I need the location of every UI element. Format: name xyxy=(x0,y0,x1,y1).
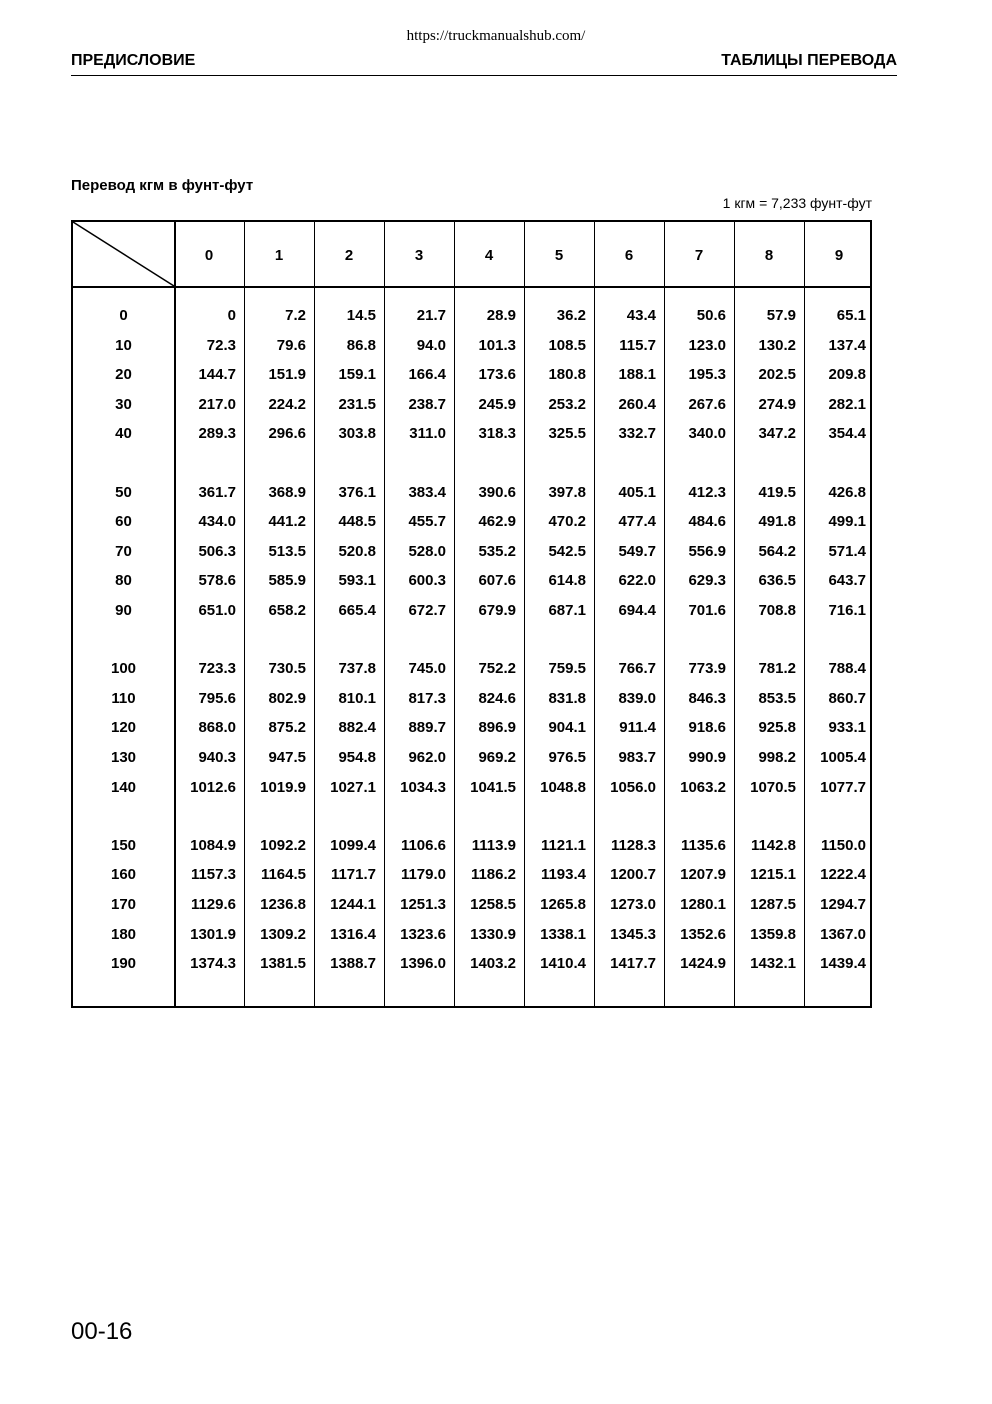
table-cell: 766.7 xyxy=(618,660,656,678)
row-header: 120 xyxy=(110,719,137,737)
table-cell: 1179.0 xyxy=(400,866,446,884)
table-cell: 1294.7 xyxy=(820,896,866,913)
table-cell: 875.2 xyxy=(268,719,306,737)
column-header: 3 xyxy=(414,247,424,264)
table-cell: 795.6 xyxy=(198,689,236,707)
table-cell: 419.5 xyxy=(758,483,796,501)
row-header: 40 xyxy=(115,425,132,443)
column-header: 2 xyxy=(344,247,354,264)
table-cell: 1005.4 xyxy=(820,749,866,766)
table-cell: 325.5 xyxy=(548,425,586,443)
table-cell: 1330.9 xyxy=(470,925,516,943)
table-cell: 752.2 xyxy=(478,660,516,678)
table-cell: 969.2 xyxy=(478,749,516,766)
table-cell: 1367.0 xyxy=(820,925,866,943)
table-cell: 593.1 xyxy=(338,572,376,590)
table-cell: 340.0 xyxy=(688,425,726,443)
table-cell: 1084.9 xyxy=(190,836,236,854)
table-cell: 1309.2 xyxy=(260,925,306,943)
table-cell: 1048.8 xyxy=(540,778,586,796)
row-header: 160 xyxy=(110,866,137,884)
column-header: 9 xyxy=(834,247,844,264)
table-cell: 665.4 xyxy=(338,602,376,619)
table-cell: 614.8 xyxy=(548,572,586,590)
row-header: 70 xyxy=(115,542,132,560)
table-cell: 1121.1 xyxy=(540,836,586,854)
table-cell: 1301.9 xyxy=(190,925,236,943)
table-cell: 1012.6 xyxy=(190,778,236,796)
table-cell: 499.1 xyxy=(828,513,866,531)
header-row-divider xyxy=(73,286,870,288)
table-cell: 238.7 xyxy=(408,395,446,413)
table-cell: 1215.1 xyxy=(750,866,796,884)
table-cell: 1099.4 xyxy=(330,836,376,854)
table-cell: 896.9 xyxy=(478,719,516,737)
table-cell: 1287.5 xyxy=(750,896,796,913)
table-cell: 1063.2 xyxy=(680,778,726,796)
table-cell: 701.6 xyxy=(688,602,726,619)
table-cell: 513.5 xyxy=(268,542,306,560)
table-cell: 94.0 xyxy=(416,336,446,354)
table-cell: 195.3 xyxy=(688,366,726,384)
column-header: 1 xyxy=(274,247,284,264)
table-cell: 976.5 xyxy=(548,749,586,766)
table-cell: 781.2 xyxy=(758,660,796,678)
table-cell: 846.3 xyxy=(688,689,726,707)
table-cell: 434.0 xyxy=(198,513,236,531)
row-header: 20 xyxy=(115,366,132,384)
table-cell: 1222.4 xyxy=(820,866,866,884)
table-cell: 506.3 xyxy=(198,542,236,560)
row-header: 140 xyxy=(110,778,137,796)
row-header: 170 xyxy=(110,896,137,913)
table-cell: 542.5 xyxy=(548,542,586,560)
table-cell: 86.8 xyxy=(346,336,376,354)
table-cell: 28.9 xyxy=(486,307,516,324)
table-cell: 412.3 xyxy=(688,483,726,501)
table-cell: 933.1 xyxy=(828,719,866,737)
table-cell: 0 xyxy=(227,307,236,324)
table-cell: 773.9 xyxy=(688,660,726,678)
table-cell: 918.6 xyxy=(688,719,726,737)
table-cell: 983.7 xyxy=(618,749,656,766)
table-cell: 585.9 xyxy=(268,572,306,590)
table-cell: 43.4 xyxy=(626,307,656,324)
table-cell: 839.0 xyxy=(618,689,656,707)
table-cell: 224.2 xyxy=(268,395,306,413)
table-cell: 578.6 xyxy=(198,572,236,590)
row-header: 0 xyxy=(119,307,128,324)
table-cell: 267.6 xyxy=(688,395,726,413)
conversion-factor: 1 кгм = 7,233 фунт-фут xyxy=(722,195,872,211)
table-cell: 159.1 xyxy=(338,366,376,384)
table-cell: 708.8 xyxy=(758,602,796,619)
table-cell: 1345.3 xyxy=(610,925,656,943)
table-cell: 962.0 xyxy=(408,749,446,766)
row-header: 100 xyxy=(110,660,137,678)
table-cell: 940.3 xyxy=(198,749,236,766)
table-cell: 426.8 xyxy=(828,483,866,501)
table-cell: 911.4 xyxy=(619,719,656,737)
source-url: https://truckmanualshub.com/ xyxy=(406,28,586,44)
table-cell: 1077.7 xyxy=(820,778,866,796)
table-cell: 470.2 xyxy=(548,513,586,531)
table-cell: 600.3 xyxy=(408,572,446,590)
table-cell: 860.7 xyxy=(828,689,866,707)
table-cell: 651.0 xyxy=(198,602,236,619)
table-cell: 831.8 xyxy=(548,689,586,707)
row-header: 180 xyxy=(110,925,137,943)
row-header: 10 xyxy=(115,336,132,354)
table-cell: 1374.3 xyxy=(190,955,236,973)
table-cell: 882.4 xyxy=(338,719,376,737)
table-cell: 1070.5 xyxy=(750,778,796,796)
header-divider xyxy=(71,75,897,76)
table-cell: 209.8 xyxy=(828,366,866,384)
table-cell: 1236.8 xyxy=(260,896,306,913)
table-cell: 1265.8 xyxy=(540,896,586,913)
table-cell: 549.7 xyxy=(618,542,656,560)
table-cell: 397.8 xyxy=(548,483,586,501)
table-cell: 1432.1 xyxy=(750,955,796,973)
chapter-name: ТАБЛИЦЫ ПЕРЕВОДА xyxy=(721,52,897,69)
row-header: 150 xyxy=(110,836,137,854)
table-cell: 1403.2 xyxy=(470,955,516,973)
table-cell: 1381.5 xyxy=(260,955,306,973)
table-cell: 376.1 xyxy=(338,483,376,501)
table-cell: 484.6 xyxy=(688,513,726,531)
table-cell: 1041.5 xyxy=(470,778,516,796)
column-header: 5 xyxy=(554,247,564,264)
table-cell: 520.8 xyxy=(338,542,376,560)
table-cell: 745.0 xyxy=(408,660,446,678)
table-cell: 79.6 xyxy=(276,336,306,354)
table-cell: 477.4 xyxy=(618,513,656,531)
table-cell: 1186.2 xyxy=(470,866,516,884)
table-cell: 1338.1 xyxy=(540,925,586,943)
table-cell: 231.5 xyxy=(338,395,376,413)
table-cell: 1106.6 xyxy=(400,836,446,854)
column-header: 6 xyxy=(624,247,634,264)
table-cell: 1150.0 xyxy=(820,836,866,854)
table-cell: 998.2 xyxy=(758,749,796,766)
table-cell: 296.6 xyxy=(268,425,306,443)
table-cell: 303.8 xyxy=(338,425,376,443)
table-cell: 528.0 xyxy=(408,542,446,560)
table-cell: 1092.2 xyxy=(260,836,306,854)
table-cell: 260.4 xyxy=(618,395,656,413)
table-cell: 990.9 xyxy=(688,749,726,766)
table-cell: 1193.4 xyxy=(540,866,586,884)
table-cell: 137.4 xyxy=(828,336,866,354)
table-cell: 1128.3 xyxy=(610,836,656,854)
table-cell: 65.1 xyxy=(836,307,866,324)
table-cell: 455.7 xyxy=(408,513,446,531)
table-cell: 383.4 xyxy=(408,483,446,501)
table-cell: 274.9 xyxy=(758,395,796,413)
table-cell: 318.3 xyxy=(478,425,516,443)
table-cell: 1280.1 xyxy=(680,896,726,913)
table-cell: 1027.1 xyxy=(330,778,376,796)
table-cell: 354.4 xyxy=(828,425,866,443)
table-cell: 368.9 xyxy=(268,483,306,501)
table-cell: 36.2 xyxy=(556,307,586,324)
table-cell: 1019.9 xyxy=(260,778,306,796)
table-cell: 282.1 xyxy=(828,395,866,413)
table-cell: 1034.3 xyxy=(400,778,446,796)
table-cell: 1200.7 xyxy=(610,866,656,884)
table-cell: 1164.5 xyxy=(260,866,306,884)
conversion-table xyxy=(71,220,872,1008)
table-cell: 289.3 xyxy=(198,425,236,443)
table-cell: 716.1 xyxy=(828,602,866,619)
column-header: 4 xyxy=(484,247,494,264)
table-cell: 405.1 xyxy=(618,483,656,501)
table-cell: 817.3 xyxy=(408,689,446,707)
table-cell: 824.6 xyxy=(478,689,516,707)
section-name: ПРЕДИСЛОВИЕ xyxy=(71,52,196,69)
page-number: 00-16 xyxy=(71,1318,133,1345)
table-cell: 629.3 xyxy=(688,572,726,590)
table-cell: 361.7 xyxy=(198,483,236,501)
table-cell: 1244.1 xyxy=(330,896,376,913)
table-cell: 1273.0 xyxy=(610,896,656,913)
row-header: 60 xyxy=(115,513,132,531)
table-cell: 904.1 xyxy=(548,719,586,737)
corner-diagonal xyxy=(73,222,174,286)
table-cell: 1439.4 xyxy=(820,955,866,973)
row-header: 110 xyxy=(111,689,136,707)
table-cell: 1417.7 xyxy=(610,955,656,973)
table-cell: 166.4 xyxy=(408,366,446,384)
table-cell: 643.7 xyxy=(828,572,866,590)
table-cell: 151.9 xyxy=(268,366,306,384)
table-cell: 245.9 xyxy=(478,395,516,413)
table-cell: 723.3 xyxy=(198,660,236,678)
table-cell: 441.2 xyxy=(268,513,306,531)
table-cell: 21.7 xyxy=(416,307,446,324)
table-cell: 202.5 xyxy=(758,366,796,384)
table-cell: 737.8 xyxy=(338,660,376,678)
table-cell: 101.3 xyxy=(478,336,516,354)
table-cell: 108.5 xyxy=(548,336,586,354)
table-cell: 1207.9 xyxy=(680,866,726,884)
table-cell: 50.6 xyxy=(696,307,726,324)
table-cell: 72.3 xyxy=(206,336,236,354)
table-cell: 253.2 xyxy=(548,395,586,413)
table-cell: 1171.7 xyxy=(330,866,376,884)
table-cell: 1251.3 xyxy=(400,896,446,913)
table-cell: 448.5 xyxy=(338,513,376,531)
table-cell: 607.6 xyxy=(478,572,516,590)
table-cell: 1316.4 xyxy=(330,925,376,943)
table-cell: 1424.9 xyxy=(680,955,726,973)
table-cell: 1135.6 xyxy=(680,836,726,854)
table-cell: 636.5 xyxy=(758,572,796,590)
table-cell: 672.7 xyxy=(408,602,446,619)
table-cell: 1157.3 xyxy=(190,866,236,884)
table-cell: 759.5 xyxy=(548,660,586,678)
table-cell: 564.2 xyxy=(758,542,796,560)
table-cell: 1113.9 xyxy=(471,836,516,854)
table-cell: 173.6 xyxy=(478,366,516,384)
row-header: 30 xyxy=(115,395,132,413)
table-cell: 311.0 xyxy=(409,425,446,443)
table-cell: 144.7 xyxy=(198,366,236,384)
table-cell: 390.6 xyxy=(478,483,516,501)
table-cell: 853.5 xyxy=(758,689,796,707)
table-cell: 1352.6 xyxy=(680,925,726,943)
table-cell: 1359.8 xyxy=(750,925,796,943)
table-cell: 347.2 xyxy=(758,425,796,443)
table-cell: 462.9 xyxy=(478,513,516,531)
table-cell: 556.9 xyxy=(688,542,726,560)
row-header: 80 xyxy=(115,572,132,590)
table-cell: 1129.6 xyxy=(190,896,236,913)
table-cell: 658.2 xyxy=(268,602,306,619)
table-cell: 679.9 xyxy=(478,602,516,619)
table-cell: 1388.7 xyxy=(330,955,376,973)
table-cell: 1396.0 xyxy=(400,955,446,973)
table-cell: 947.5 xyxy=(268,749,306,766)
table-cell: 123.0 xyxy=(688,336,726,354)
row-header: 130 xyxy=(110,749,137,766)
row-header: 190 xyxy=(110,955,137,973)
table-cell: 491.8 xyxy=(758,513,796,531)
column-header: 8 xyxy=(764,247,774,264)
table-cell: 1142.8 xyxy=(750,836,796,854)
table-cell: 1258.5 xyxy=(470,896,516,913)
table-cell: 730.5 xyxy=(268,660,306,678)
column-header: 7 xyxy=(694,247,704,264)
table-title: Перевод кгм в фунт-фут xyxy=(71,177,254,194)
table-cell: 571.4 xyxy=(828,542,866,560)
table-cell: 889.7 xyxy=(408,719,446,737)
table-cell: 810.1 xyxy=(338,689,376,707)
table-cell: 925.8 xyxy=(758,719,796,737)
table-cell: 115.7 xyxy=(619,336,656,354)
table-cell: 868.0 xyxy=(198,719,236,737)
table-cell: 332.7 xyxy=(618,425,656,443)
table-cell: 14.5 xyxy=(346,307,376,324)
table-cell: 1323.6 xyxy=(400,925,446,943)
table-cell: 788.4 xyxy=(828,660,866,678)
table-cell: 622.0 xyxy=(618,572,656,590)
table-cell: 1410.4 xyxy=(540,955,586,973)
table-cell: 130.2 xyxy=(758,336,796,354)
table-cell: 180.8 xyxy=(548,366,586,384)
table-cell: 1056.0 xyxy=(610,778,656,796)
row-header: 90 xyxy=(115,602,132,619)
column-header: 0 xyxy=(204,247,214,264)
table-cell: 802.9 xyxy=(268,689,306,707)
table-cell: 7.2 xyxy=(285,307,306,324)
table-cell: 535.2 xyxy=(478,542,516,560)
table-cell: 188.1 xyxy=(618,366,656,384)
table-cell: 954.8 xyxy=(338,749,376,766)
table-cell: 694.4 xyxy=(618,602,656,619)
row-header: 50 xyxy=(115,483,132,501)
table-cell: 687.1 xyxy=(548,602,586,619)
table-cell: 57.9 xyxy=(766,307,796,324)
table-cell: 217.0 xyxy=(198,395,236,413)
